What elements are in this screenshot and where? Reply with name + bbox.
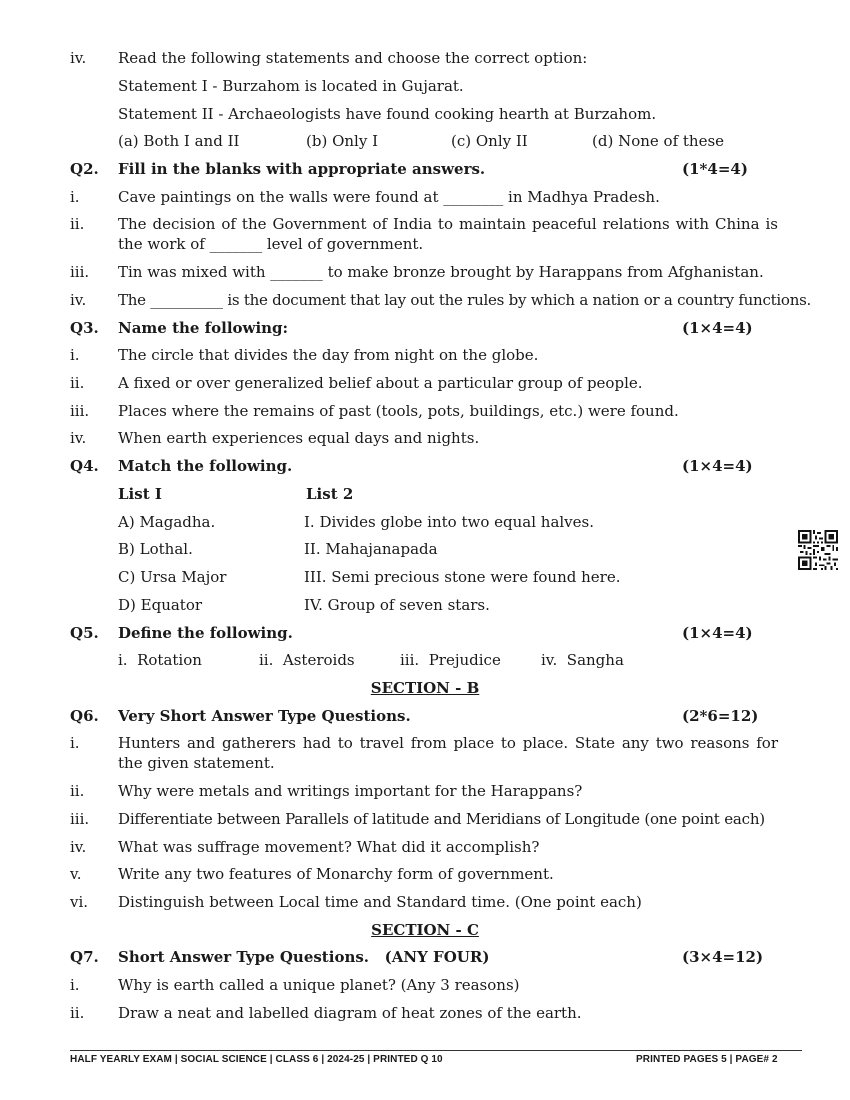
item-number: i. bbox=[70, 346, 80, 364]
item-text: Draw a neat and labelled diagram of heat zones of the earth. bbox=[118, 1004, 582, 1022]
match-right: I. Divides globe into two equal halves. bbox=[304, 513, 594, 531]
option-b: (b) Only I bbox=[306, 132, 378, 150]
item-number: iii. bbox=[70, 263, 90, 281]
item-text: A fixed or over generalized belief about a particular group of people. bbox=[118, 374, 643, 392]
question-number: Q2. bbox=[70, 160, 99, 178]
item-text: The circle that divides the day from night on the globe. bbox=[118, 346, 539, 364]
match-left: C) Ursa Major bbox=[118, 568, 227, 586]
list-2-header: List 2 bbox=[306, 485, 354, 503]
item-text: The __________ is the document that lay out the rules by which a nation or a country functions. bbox=[118, 291, 812, 309]
option-a: (a) Both I and II bbox=[118, 132, 240, 150]
question-title: Define the following. bbox=[118, 624, 293, 642]
term-iii: iii. Prejudice bbox=[400, 651, 501, 669]
item-number: iii. bbox=[70, 402, 90, 420]
option-c: (c) Only II bbox=[451, 132, 528, 150]
item-number: iv. bbox=[70, 429, 87, 447]
term-iv: iv. Sangha bbox=[541, 651, 624, 669]
footer-left: HALF YEARLY EXAM | SOCIAL SCIENCE | CLASS 6 | 2024-25 | PRINTED Q 10 bbox=[70, 1054, 443, 1065]
item-text: Differentiate between Parallels of latitude and Meridians of Longitude (one point each) bbox=[118, 810, 765, 828]
footer-right: PRINTED PAGES 5 | PAGE# 2 bbox=[636, 1054, 778, 1065]
item-text: Cave paintings on the walls were found at ________ in Madhya Pradesh. bbox=[118, 188, 660, 206]
item-text: Read the following statements and choose the correct option: bbox=[118, 49, 588, 67]
question-number: Q5. bbox=[70, 624, 99, 642]
item-text: Tin was mixed with _______ to make bronze brought by Harappans from Afghanistan. bbox=[118, 263, 764, 281]
item-number: ii. bbox=[70, 782, 85, 800]
question-title: Very Short Answer Type Questions. bbox=[118, 707, 411, 725]
item-text: Write any two features of Monarchy form of government. bbox=[118, 865, 554, 883]
question-number: Q6. bbox=[70, 707, 99, 725]
question-number: Q7. bbox=[70, 948, 99, 966]
item-text: Why is earth called a unique planet? (Any 3 reasons) bbox=[118, 976, 520, 994]
match-left: D) Equator bbox=[118, 596, 203, 614]
item-number: v. bbox=[70, 865, 82, 883]
item-number: iv. bbox=[70, 49, 87, 67]
item-text: When earth experiences equal days and nights. bbox=[118, 429, 480, 447]
match-left: B) Lothal. bbox=[118, 540, 193, 558]
question-marks: (1×4=4) bbox=[682, 457, 753, 475]
list-1-header: List I bbox=[118, 485, 162, 503]
item-number: i. bbox=[70, 188, 80, 206]
section-b-title: SECTION - B bbox=[370, 679, 480, 697]
item-text: The decision of the Government of India to maintain peaceful relations with China is the work of _______ level of government. bbox=[118, 215, 778, 253]
match-right: II. Mahajanapada bbox=[304, 540, 438, 558]
question-marks: (1×4=4) bbox=[682, 319, 753, 337]
term-i: i. Rotation bbox=[118, 651, 202, 669]
qr-code-icon bbox=[798, 530, 838, 570]
item-number: vi. bbox=[70, 893, 89, 911]
question-number: Q4. bbox=[70, 457, 99, 475]
term-ii: ii. Asteroids bbox=[259, 651, 355, 669]
statement-text: Statement II - Archaeologists have found cooking hearth at Burzahom. bbox=[118, 105, 657, 123]
item-text: Why were metals and writings important for the Harappans? bbox=[118, 782, 583, 800]
item-number: iii. bbox=[70, 810, 90, 828]
match-right: IV. Group of seven stars. bbox=[304, 596, 490, 614]
item-number: ii. bbox=[70, 374, 85, 392]
item-number: iv. bbox=[70, 838, 87, 856]
item-text: Distinguish between Local time and Standard time. (One point each) bbox=[118, 893, 642, 911]
section-c-title: SECTION - C bbox=[371, 921, 479, 939]
question-title: Match the following. bbox=[118, 457, 293, 475]
item-text: What was suffrage movement? What did it accomplish? bbox=[118, 838, 540, 856]
item-text: Places where the remains of past (tools, pots, buildings, etc.) were found. bbox=[118, 402, 679, 420]
statement-text: Statement I - Burzahom is located in Gujarat. bbox=[118, 77, 464, 95]
question-marks: (3×4=12) bbox=[682, 948, 764, 966]
question-title: Name the following: bbox=[118, 319, 289, 337]
item-number: i. bbox=[70, 734, 80, 752]
item-text: Hunters and gatherers had to travel from place to place. State any two reasons for the given statement. bbox=[118, 734, 778, 772]
question-marks: (1*4=4) bbox=[682, 160, 748, 178]
item-number: iv. bbox=[70, 291, 87, 309]
question-marks: (1×4=4) bbox=[682, 624, 753, 642]
question-number: Q3. bbox=[70, 319, 99, 337]
item-number: ii. bbox=[70, 215, 85, 233]
match-right: III. Semi precious stone were found here. bbox=[304, 568, 621, 586]
item-number: i. bbox=[70, 976, 80, 994]
match-left: A) Magadha. bbox=[118, 513, 216, 531]
footer-divider bbox=[70, 1050, 802, 1051]
question-title: Short Answer Type Questions. (ANY FOUR) bbox=[118, 948, 490, 966]
question-marks: (2*6=12) bbox=[682, 707, 759, 725]
item-number: ii. bbox=[70, 1004, 85, 1022]
question-title: Fill in the blanks with appropriate answers. bbox=[118, 160, 486, 178]
option-d: (d) None of these bbox=[592, 132, 725, 150]
